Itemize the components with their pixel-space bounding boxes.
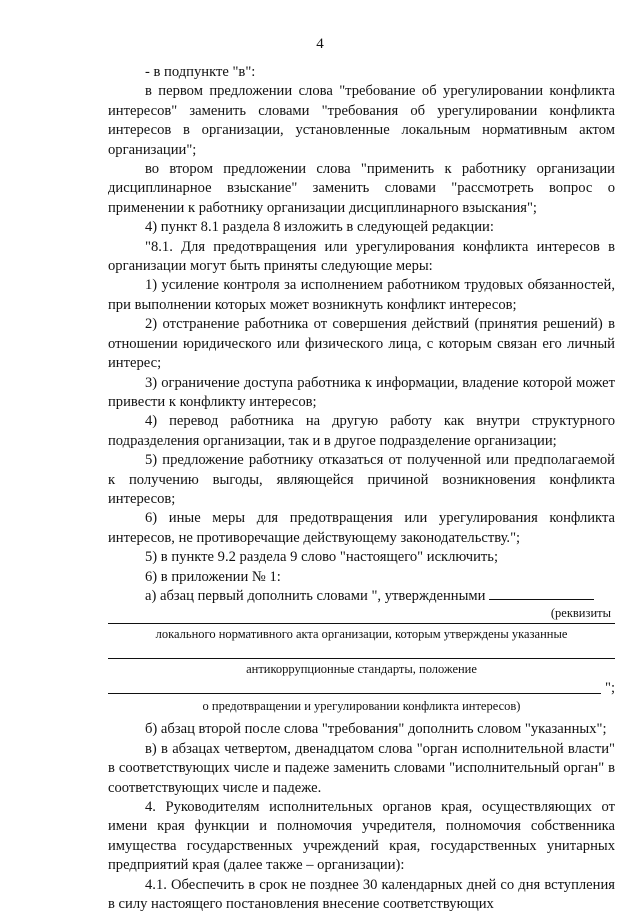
- fill-in-blank: [489, 599, 594, 600]
- hint-requisites: (реквизиты: [550, 606, 611, 621]
- blank-rule: [108, 623, 615, 624]
- paragraph: 4. Руководителям исполнительных органов края, осуществляющих от имени края функции и полномочия учредителя, полномочия собственника имущества государственных учреждений края, государственных унитарных предприятий края (далее также – организации):: [108, 799, 615, 874]
- fill-in-line: [108, 587, 615, 606]
- hint-local-act: локального нормативного акта организации, которым утверждены указанные: [155, 627, 568, 642]
- paragraph: 5) в пункте 9.2 раздела 9 слово "настоящего" исключить;: [145, 549, 498, 566]
- hint-conflict-regulation: о предотвращении и урегулировании конфликта интересов): [202, 699, 521, 714]
- paragraph: - в подпункте "в":: [145, 64, 256, 80]
- fill-in-text: а) абзац первый дополнить словами ", утвержденными: [145, 587, 486, 604]
- paragraph: "8.1. Для предотвращения или урегулирования конфликта интересов в организации могут быть приняты следующие меры:: [108, 238, 615, 275]
- paragraph: 3) ограничение доступа работника к информации, владение которой может привести к конфликту интересов;: [108, 374, 615, 410]
- paragraph: 1) усиление контроля за исполнением работником трудовых обязанностей, при выполнении которых может возникнуть конфликт интересов;: [108, 277, 615, 313]
- page-number: 4: [316, 36, 324, 52]
- paragraph: 6) в приложении № 1:: [145, 568, 281, 585]
- paragraph: во втором предложении слова "применить к работнику организации дисциплинарное взыскание" заменить словами "рассмотреть вопрос о применении к работнику организации дисциплинарного взыскания";: [108, 161, 615, 216]
- hint-standards: антикоррупционные стандарты, положение: [246, 662, 477, 677]
- paragraph: 4) перевод работника на другую работу как внутри структурного подразделения организации, так и в другое подразделение организации;: [108, 413, 615, 449]
- paragraph: в) в абзацах четвертом, двенадцатом слова "орган исполнительной власти" в соответствующих числе и падеже заменить словами "исполнительный орган" в соответствующих числе и падеже.: [108, 740, 615, 796]
- closing-line: [108, 677, 615, 697]
- blank-rule: [108, 693, 601, 694]
- blank-rule: [108, 658, 615, 659]
- document-body: [108, 63, 615, 914]
- paragraph: 4) пункт 8.1 раздела 8 изложить в следующей редакции:: [145, 219, 494, 236]
- closing-quote: ";: [604, 680, 615, 697]
- paragraph: 5) предложение работнику отказаться от полученной или предполагаемой к получению выгоды, являющейся причиной возникновения конфликта интересов;: [108, 452, 615, 507]
- paragraph: 6) иные меры для предотвращения или урегулирования конфликта интересов, не противоречащие действующему законодательству.";: [108, 510, 615, 546]
- paragraph: 2) отстранение работника от совершения действий (принятия решений) в отношении юридического или физического лица, с которым связан его личный интерес;: [108, 316, 615, 372]
- paragraph: 4.1. Обеспечить в срок не позднее 30 календарных дней со дня вступления в силу настоящего постановления внесение соответствующих: [108, 876, 615, 913]
- paragraph: в первом предложении слова "требование об урегулировании конфликта интересов" заменить словами "требования об урегулировании конфликта интересов в организации, установленные локальным нормативным актом организации";: [108, 83, 615, 158]
- paragraph: б) абзац второй после слова "требования" дополнить словом "указанных";: [145, 721, 607, 738]
